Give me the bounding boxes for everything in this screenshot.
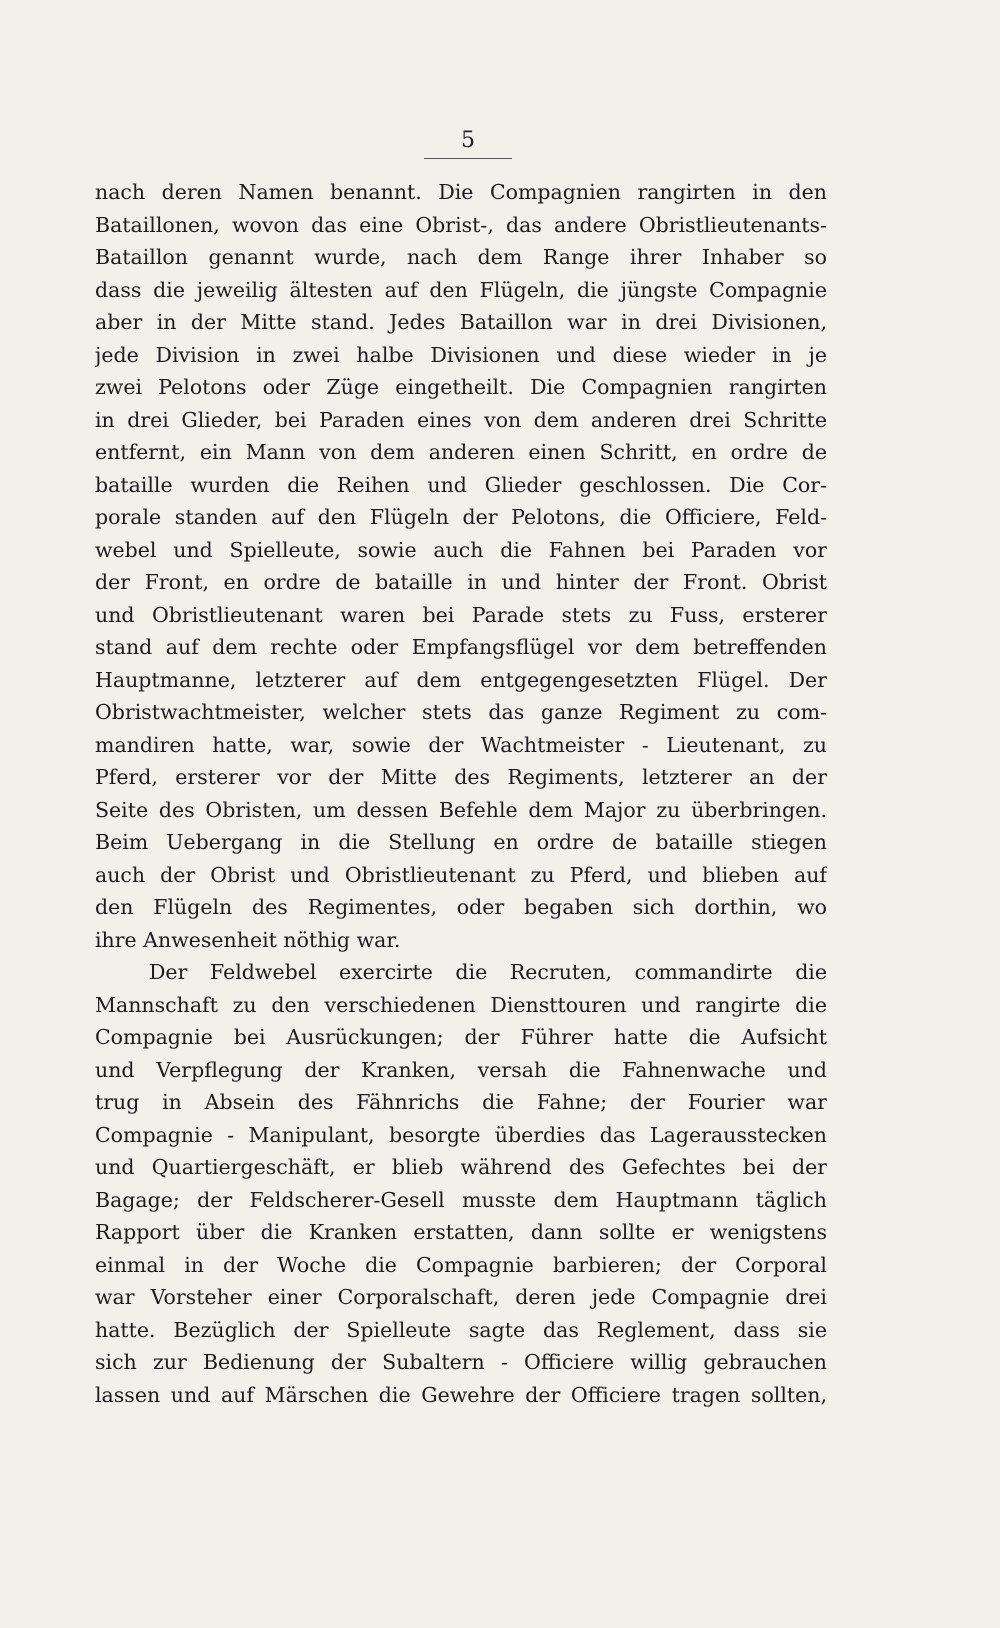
text-line: mandiren hatte, war, sowie der Wachtmeister - Lieutenant, zu (95, 732, 827, 757)
text-line: trug in Absein des Fähnrichs die Fahne; der Fourier war (95, 1090, 827, 1114)
text-line: einmal in der Woche die Compagnie barbieren; der Corporal (95, 1252, 827, 1277)
text-line: bataille wurden die Reihen und Glieder geschlossen. Die Cor- (95, 472, 827, 497)
text-line: Hauptmanne, letzterer auf dem entgegengesetzten Flügel. Der (95, 667, 827, 692)
text-line: Bataillon genannt wurde, nach dem Range ihrer Inhaber so (95, 245, 827, 269)
text-line: Obristwachtmeister, welcher stets das ganze Regiment zu com- (95, 700, 827, 724)
text-line: Compagnie - Manipulant, besorgte überdies das Lagerausstecken (95, 1122, 827, 1147)
page-number-rule (424, 158, 512, 159)
text-line: aber in der Mitte stand. Jedes Bataillon war in drei Divisionen, (95, 310, 827, 334)
body-text (95, 176, 827, 1411)
text-line: war Vorsteher einer Corporalschaft, deren jede Compagnie drei (95, 1285, 827, 1309)
text-line: Der Feldwebel exercirte die Recruten, commandirte die (149, 960, 827, 984)
text-line: nach deren Namen benannt. Die Compagnien rangirten in den (95, 180, 827, 204)
text-line: zwei Pelotons oder Züge eingetheilt. Die Compagnien rangirten (95, 375, 827, 399)
text-line: entfernt, ein Mann von dem anderen einen Schritt, en ordre de (95, 440, 827, 464)
text-line: Compagnie bei Ausrückungen; der Führer hatte die Aufsicht (95, 1025, 827, 1049)
text-line: der Front, en ordre de bataille in und hinter der Front. Obrist (95, 570, 827, 594)
text-line: und Verpflegung der Kranken, versah die Fahnenwache und (95, 1057, 827, 1082)
text-line: stand auf dem rechte oder Empfangsflügel vor dem betreffenden (95, 635, 827, 659)
text-line: webel und Spielleute, sowie auch die Fahnen bei Paraden vor (95, 537, 827, 562)
text-line: lassen und auf Märschen die Gewehre der Officiere tragen sollten, (95, 1382, 827, 1407)
text-line: Beim Uebergang in die Stellung en ordre de bataille stiegen (95, 830, 827, 854)
text-line: Seite des Obristen, um dessen Befehle dem Major zu überbringen. (95, 797, 827, 822)
text-line: den Flügeln des Regimentes, oder begaben sich dorthin, wo (95, 895, 827, 919)
text-line: Pferd, ersterer vor der Mitte des Regiments, letzterer an der (95, 765, 827, 789)
text-line: Bataillonen, wovon das eine Obrist-, das andere Obristlieutenants- (95, 212, 827, 237)
text-line: hatte. Bezüglich der Spielleute sagte das Reglement, dass sie (95, 1317, 827, 1342)
text-line: in drei Glieder, bei Paraden eines von dem anderen drei Schritte (95, 407, 827, 432)
text-line: sich zur Bedienung der Subaltern - Officiere willig gebrauchen (95, 1350, 827, 1374)
text-line: dass die jeweilig ältesten auf den Flügeln, die jüngste Compagnie (95, 277, 827, 302)
text-line: und Quartiergeschäft, er blieb während des Gefechtes bei der (95, 1155, 827, 1179)
text-line: auch der Obrist und Obristlieutenant zu Pferd, und blieben auf (95, 862, 827, 887)
page-number: 5 (461, 128, 475, 153)
text-line: und Obristlieutenant waren bei Parade stets zu Fuss, ersterer (95, 602, 827, 627)
text-line: porale standen auf den Flügeln der Pelotons, die Officiere, Feld- (95, 505, 827, 529)
text-line: Rapport über die Kranken erstatten, dann sollte er wenigstens (95, 1220, 827, 1244)
text-line: Bagage; der Feldscherer-Gesell musste dem Hauptmann täglich (95, 1187, 827, 1212)
text-line: jede Division in zwei halbe Divisionen und diese wieder in je (95, 342, 827, 367)
text-line: Mannschaft zu den verschiedenen Diensttouren und rangirte die (95, 992, 827, 1017)
text-line: ihre Anwesenheit nöthig war. (95, 927, 401, 952)
